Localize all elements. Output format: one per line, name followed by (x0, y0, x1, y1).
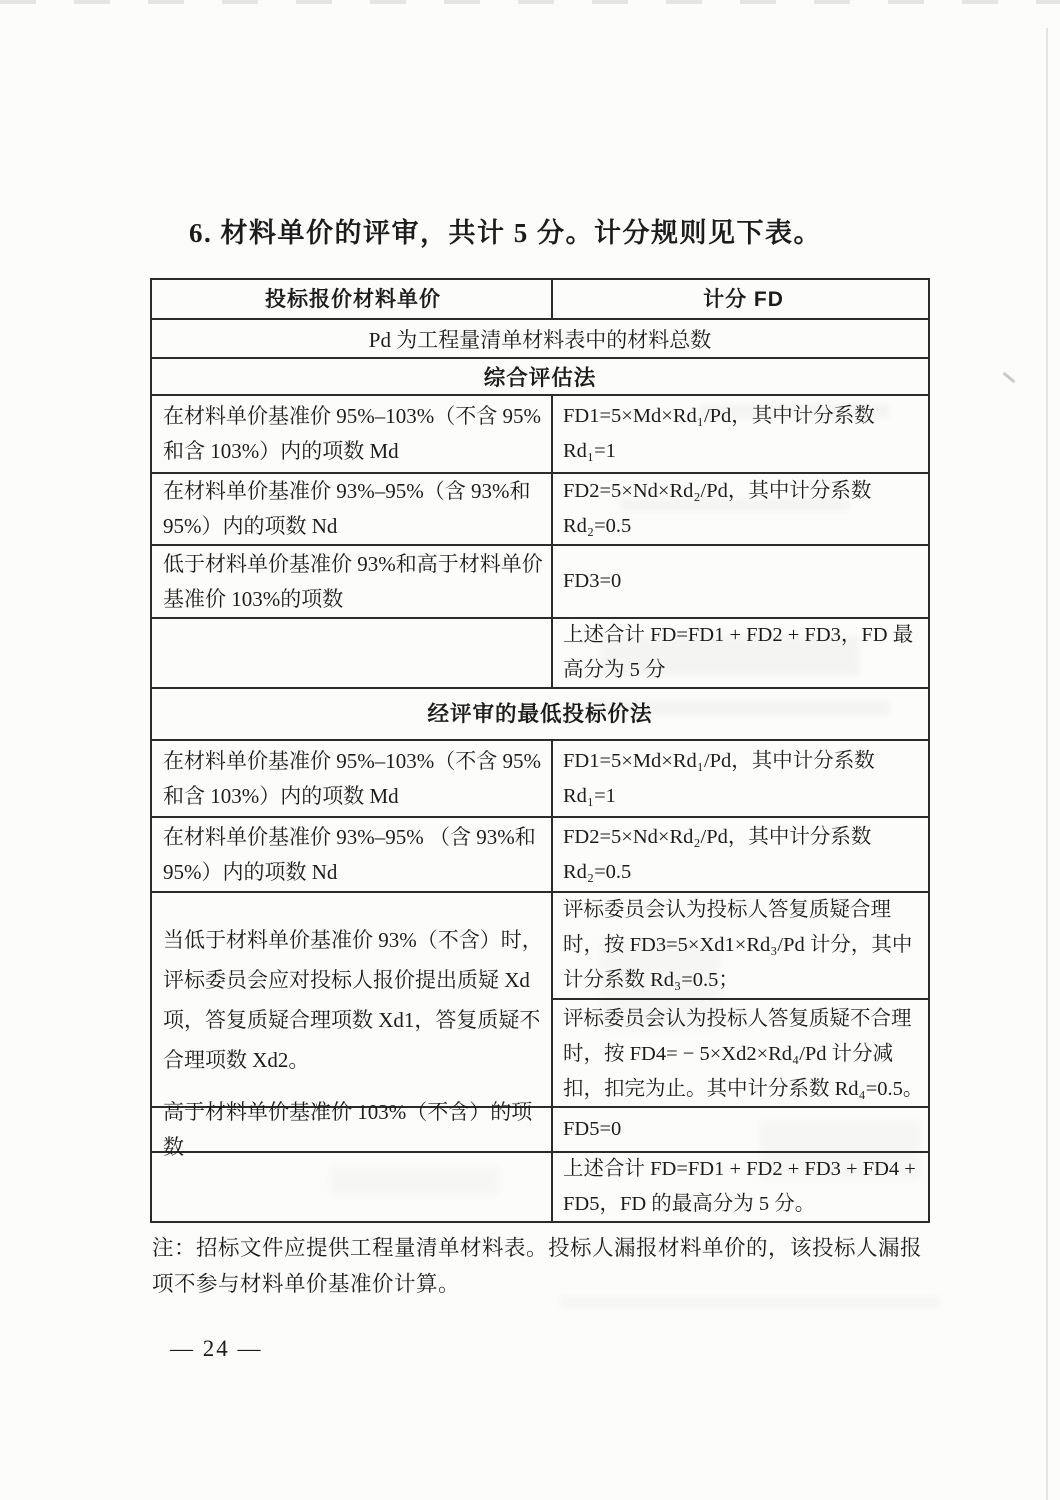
scan-right-edge-artifact (1046, 28, 1048, 1500)
footnote: 注：招标文件应提供工程量清单材料表。投标人漏报材料单价的，该投标人漏报项不参与材料单价基准价计算。 (152, 1236, 923, 1296)
score-formula-cell: FD1=5×Md×Rd₁/Pd，其中计分系数 Rd₁=1 (563, 405, 875, 462)
score-formula-cell: FD1=5×Md×Rd₁/Pd，其中计分系数 Rd₁=1 (563, 749, 875, 807)
score-formula-cell: FD5=0 (563, 1118, 622, 1140)
query-merged-row (152, 891, 928, 1106)
query-score-subcolumn (553, 893, 928, 1106)
criteria-cell: 在材料单价基准价 95%–103%（不含 95%和含 103%）内的项数 Md (152, 396, 553, 472)
table-row (152, 472, 928, 544)
reasonable-reply-cell: 评标委员会认为投标人答复质疑合理时，按 FD3=5×Xd1×Rd₃/Pd 计分，其中计分系数 Rd₃=0.5； (563, 899, 913, 991)
empty-criteria-cell (152, 619, 553, 687)
unreasonable-reply-cell: 评标委员会认为投标人答复质疑不合理时，按 FD4= − 5×Xd2×Rd₄/Pd 计分减扣，扣完为止。其中计分系数 Rd₄=0.5。 (553, 998, 928, 1109)
page-number: — 24 — (170, 1336, 263, 1361)
table-row (152, 394, 928, 472)
section-lowest-price-title-row (152, 687, 928, 739)
empty-criteria-cell (152, 1153, 553, 1221)
table-row (152, 544, 928, 617)
criteria-cell: 低于材料单价基准价 93%和高于材料单价基准价 103%的项数 (152, 546, 553, 617)
section-lowest-price-title: 经评审的最低投标价法 (427, 702, 653, 726)
criteria-cell: 在材料单价基准价 93%–95%（含 93%和 95%）内的项数 Nd (152, 474, 553, 544)
pen-tick-artifact (1003, 372, 1016, 383)
table-row (152, 1099, 928, 1159)
section-heading: 6. 材料单价的评审，共计 5 分。计分规则见下表。 (189, 218, 822, 248)
header-cell-score-fd: 计分 FD (703, 287, 784, 311)
criteria-cell: 在材料单价基准价 93%–95% （含 93%和 95%）内的项数 Nd (152, 818, 553, 891)
score-formula-cell: FD3=0 (563, 570, 622, 592)
score-total-cell: 上述合计 FD=FD1 + FD2 + FD3 + FD4 + FD5，FD 的最高分为 5 分。 (563, 1158, 916, 1215)
table-header-row (152, 280, 928, 318)
scoring-rules-table (150, 278, 930, 1223)
criteria-cell: 高于材料单价基准价 103%（不含）的项数 (152, 1108, 553, 1151)
score-total-cell: 上述合计 FD=FD1 + FD2 + FD3，FD 最高分为 5 分 (563, 624, 914, 681)
header-cell-bid-price: 投标报价材料单价 (152, 280, 553, 318)
query-criteria-cell: 当低于材料单价基准价 93%（不含）时，评标委员会应对投标人报价提出质疑 Xd 项，答复质疑合理项数 Xd1，答复质疑不合理项数 Xd2。 (152, 893, 553, 1106)
score-formula-cell: FD2=5×Nd×Rd₂/Pd，其中计分系数 Rd₂=0.5 (563, 825, 872, 883)
section-comprehensive-title: 综合评估法 (483, 366, 597, 390)
table-row (152, 1151, 928, 1221)
score-formula-cell: FD2=5×Nd×Rd₂/Pd，其中计分系数 Rd₂=0.5 (563, 480, 872, 537)
pd-definition-row (152, 318, 928, 357)
table-row (152, 739, 928, 816)
criteria-cell: 在材料单价基准价 95%–103%（不含 95%和含 103%）内的项数 Md (152, 741, 553, 816)
pd-definition-text: Pd 为工程量清单材料表中的材料总数 (368, 327, 712, 352)
table-row (152, 816, 928, 891)
scan-top-edge-artifact (0, 0, 1060, 4)
section-comprehensive-title-row (152, 357, 928, 394)
table-row (152, 617, 928, 687)
